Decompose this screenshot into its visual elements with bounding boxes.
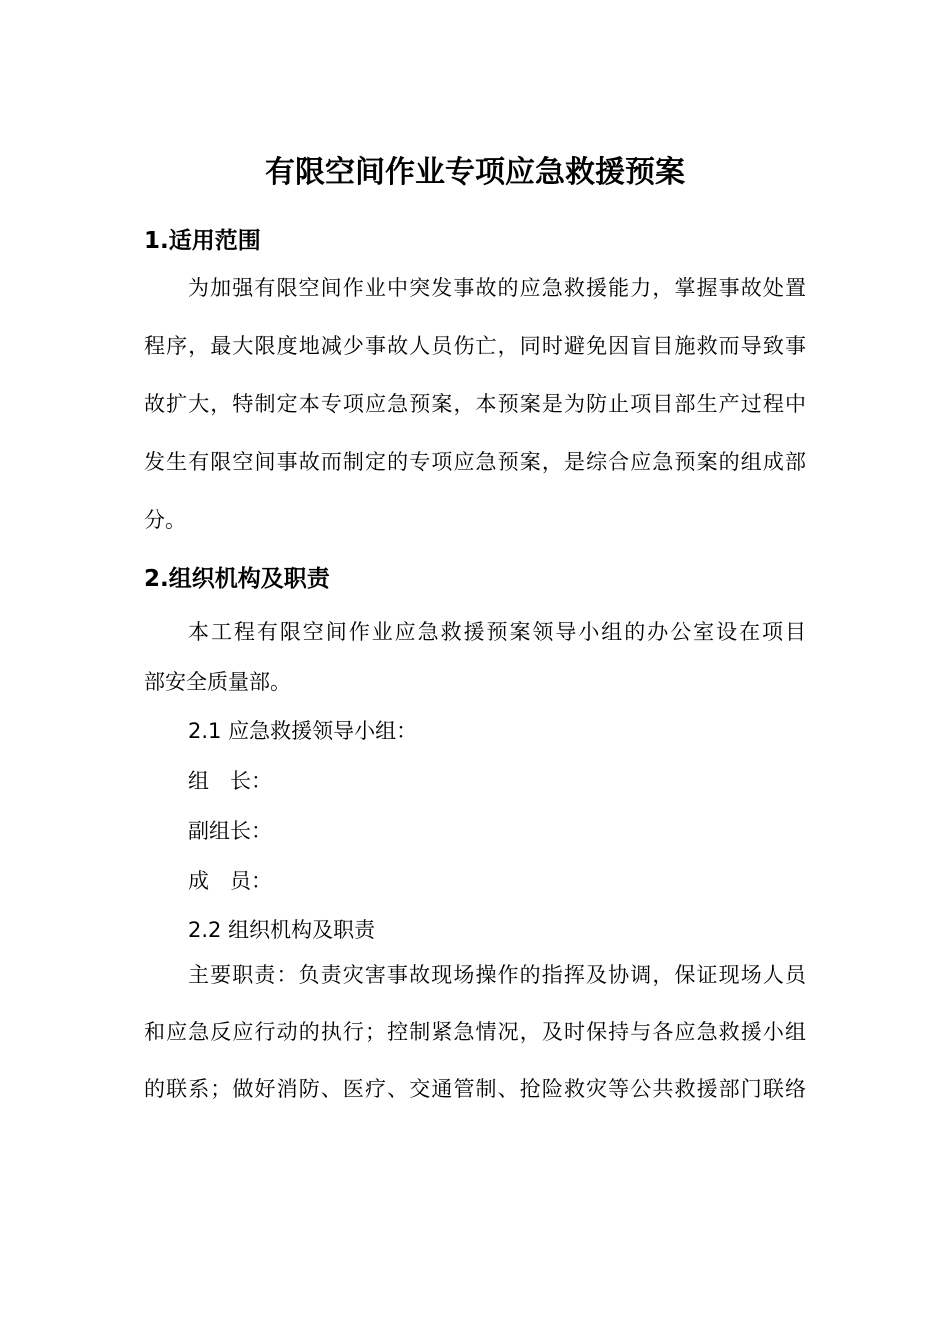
section-1-heading: 1.适用范围 bbox=[144, 228, 261, 254]
role-leader: 组 长： bbox=[188, 769, 272, 793]
section-2-intro-line: 部安全质量部。 bbox=[144, 670, 291, 694]
section-2-heading: 2.组织机构及职责 bbox=[144, 566, 330, 592]
duty-paragraph-line: 的联系；做好消防、医疗、交通管制、抢险救灾等公共救援部门联络 bbox=[144, 1077, 806, 1101]
document-title: 有限空间作业专项应急救援预案 bbox=[265, 155, 685, 190]
section-1-paragraph-line: 为加强有限空间作业中突发事故的应急救援能力，掌握事故处置 bbox=[188, 276, 806, 300]
section-1-paragraph-line: 分。 bbox=[144, 508, 186, 532]
section-1-paragraph-line: 程序，最大限度地减少事故人员伤亡，同时避免因盲目施救而导致事 bbox=[144, 334, 806, 358]
duty-paragraph-line: 和应急反应行动的执行；控制紧急情况，及时保持与各应急救援小组 bbox=[144, 1020, 806, 1044]
role-members: 成 员： bbox=[188, 869, 272, 893]
section-1-paragraph-line: 发生有限空间事故而制定的专项应急预案，是综合应急预案的组成部 bbox=[144, 450, 806, 474]
role-deputy-leader: 副组长： bbox=[188, 819, 272, 843]
section-2-intro-line: 本工程有限空间作业应急救援预案领导小组的办公室设在项目 bbox=[188, 620, 806, 644]
section-1-paragraph-line: 故扩大，特制定本专项应急预案，本预案是为防止项目部生产过程中 bbox=[144, 392, 806, 416]
duty-paragraph-line: 主要职责：负责灾害事故现场操作的指挥及协调，保证现场人员 bbox=[188, 963, 806, 987]
subsection-2-1-title: 2.1 应急救援领导小组： bbox=[188, 719, 418, 743]
subsection-2-2-title: 2.2 组织机构及职责 bbox=[188, 918, 376, 942]
